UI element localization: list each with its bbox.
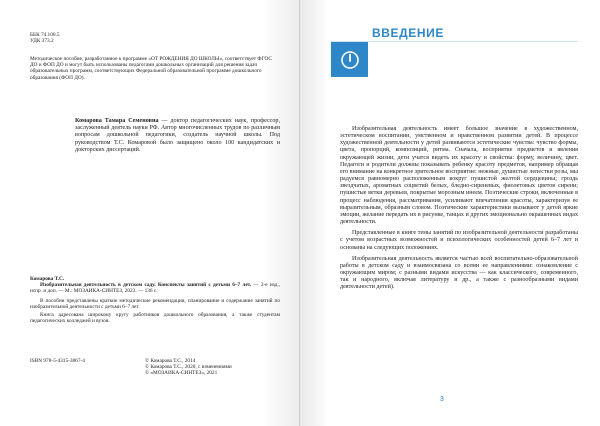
chapter-body	[340, 126, 578, 295]
record-author: Комарова Т.С.	[30, 276, 65, 282]
power-icon	[340, 50, 360, 70]
copyright-line: © Комарова Т.С., 2014	[145, 358, 196, 364]
chapter-icon-box	[331, 42, 368, 77]
bbk-code: ББК 74.100.5	[30, 32, 60, 38]
udk-code: УДК 373.2	[30, 38, 54, 45]
page-number: 3	[440, 396, 444, 403]
body-paragraph: Изобразительная деятельность является частью всей воспитательно-образовательной работы в детском саду и взаимосвязана со всеми ее направлениями: ознакомление с окружающим миром; с разными видами искусства — как классического, современного, так и народного, включая литературу и др., а также с разнообразными видами деятельности детей).	[340, 255, 578, 291]
catalog-record	[30, 276, 280, 324]
copyright-line: © «МОЗАИКА-СИНТЕЗ», 2021	[145, 370, 218, 377]
copyright-block	[145, 358, 295, 377]
record-edition: — 2-е изд., испр. и доп. — М.: МОЗАИКА-СИНТЕЗ, 2023. — 136 с.	[30, 282, 280, 295]
record-summary: В пособии представлены краткие методические рекомендации, планирование и содержание занятий по изобразительной деятельности с детьми 6–7 лет.	[30, 297, 280, 310]
bibliographic-codes	[30, 32, 59, 44]
author-bio: — доктор педагогических наук, профессор, заслуженный деятель науки РФ. Автор многочисленных трудов по различным вопросам дошкольной педагогики, создатель научной школы. Под руководством Т.С. Комаровой было защищено около 100 кандидатских и докторских диссертаций.	[75, 118, 280, 153]
author-name: Комарова Тамара Семеновна	[75, 118, 159, 124]
copyright-line: © Комарова Т.С., 2020, с изменениями	[145, 364, 232, 371]
author-info	[75, 118, 280, 154]
body-paragraph: Изобразительная деятельность имеет большое значение в художественном, эстетическом воспитании, умственном и нравственном развитии детей. В процессе художественной деятельности у детей развиваются эстетические чувства: чувство формы, цвета, пропорций, композиций, ритма. Сначала, восприятие предметов и явления окружающей жизни, дети учатся видеть их красоту и свойства: форму, величину, цвет. Педагоги и родители должны показывать ребенку красоту предметов, например обращая его внимание на конкретное зрительное восприятие: нежные, душистые лепестки розы, мы радуемся равномерно расположенным вокруг пушистой желтой сердцевины; гроздь звездчатых, ароматных соцветий белых, бледно-сиреневых, фиолетовых цветов сирени; пушистые ветки деревьев, покрытые морозным инеем. Поэтические строки, включенные в процесс наблюдения, рассматривания, усиливают впечатления красоты, характеризуя ее выразительным, образным словом. Поэтические характеристики вызывают у детей яркие эмоции, желание передать их в рисунке, танцах и других эмоционально окрашенных видах деятельности.	[340, 126, 578, 226]
chapter-title: ВВЕДЕНИЕ	[372, 26, 444, 40]
body-paragraph: Представленные в книге темы занятий по изобразительной деятельности разработаны с учетом возрастных возможностей и психологических особенностей детей 6–7 лет и основаны на следующих положениях.	[340, 230, 578, 251]
edition-description: Методическое пособие, разработанное к программе «ОТ РОЖДЕНИЯ ДО ШКОЛЫ», соответствует ФГОС ДО и ФОП ДО и могут быть использованы педагогами дошкольных организаций для решения задач образовательных программ, соответствующих Федеральной образовательной программе дошкольного образования (ФОП ДО).	[30, 56, 272, 81]
isbn: ISBN 978-5-4315-3867-4	[30, 358, 85, 364]
record-title: Изобразительная деятельность в детском саду. Конспекты занятий с детьми 6–7 лет.	[40, 282, 252, 289]
record-audience: Книга адресована широкому кругу работников дошкольного образования, а также студентам педагогических колледжей и вузов.	[30, 312, 280, 325]
